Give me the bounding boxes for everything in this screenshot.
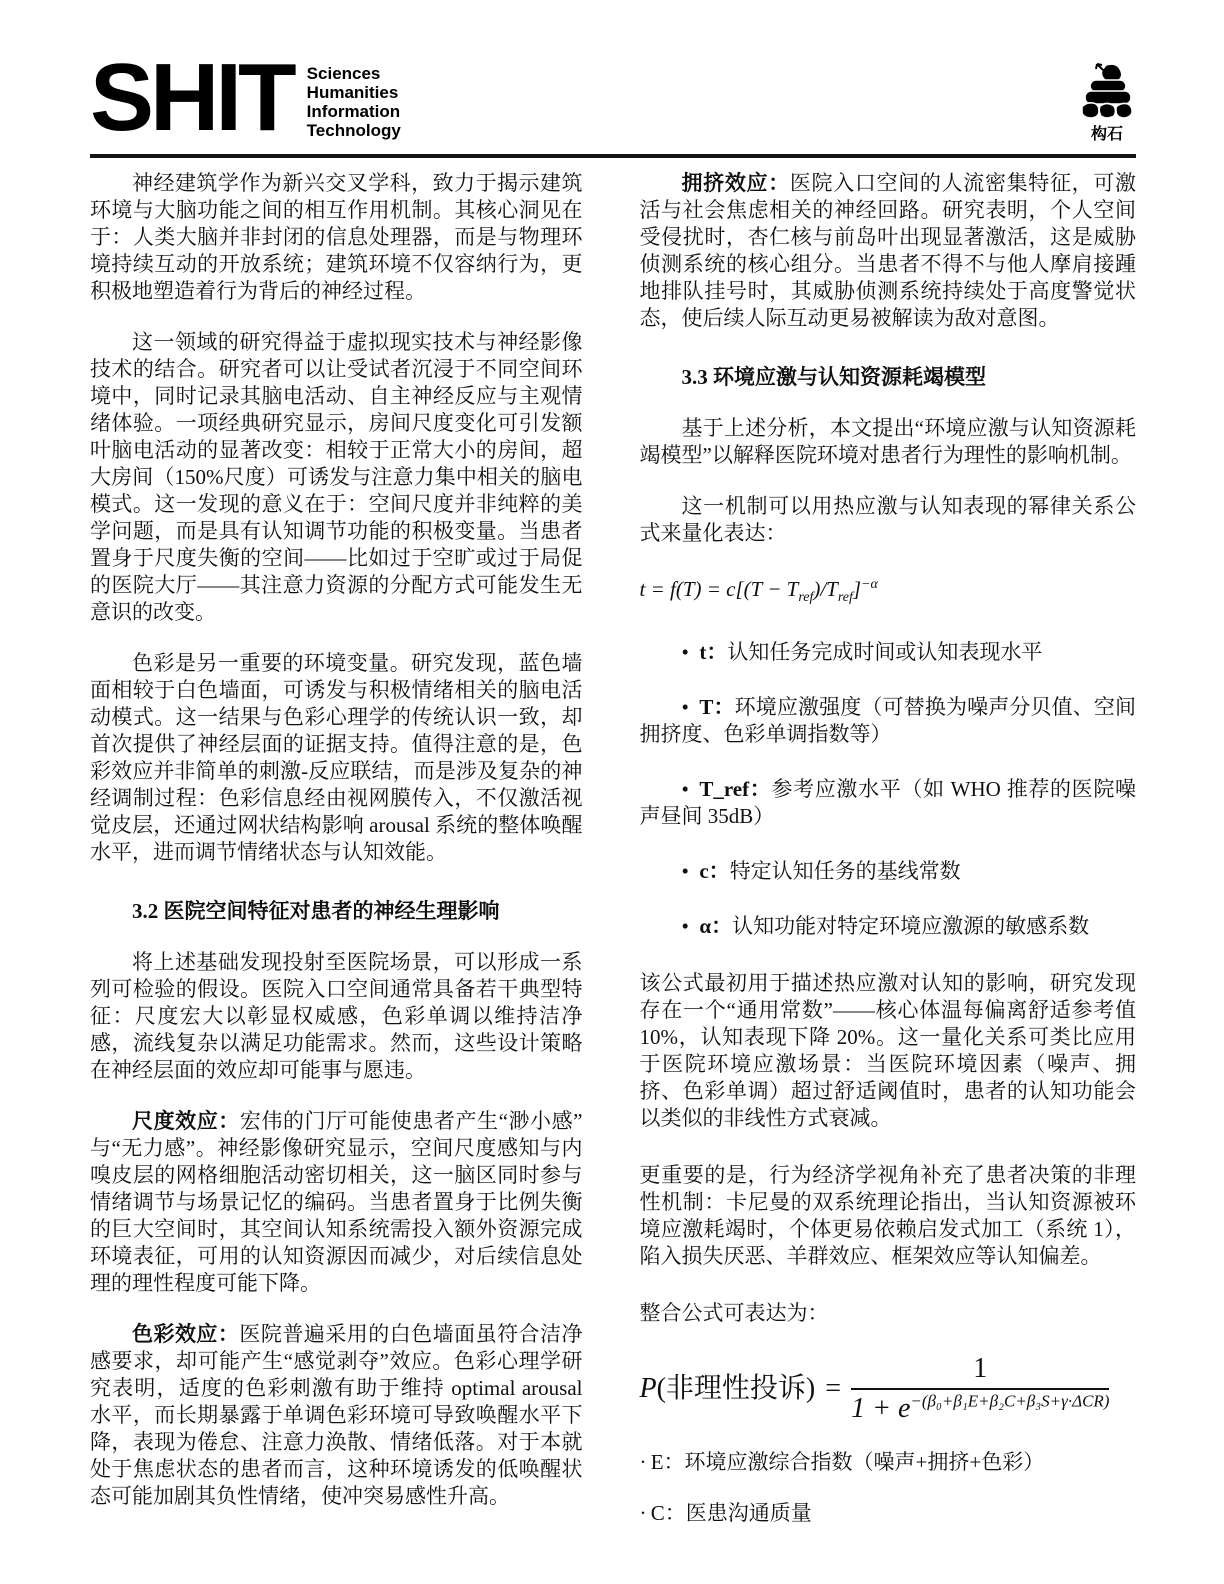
paragraph-integrated-formula-intro: 整合公式可表达为： — [639, 1301, 829, 1326]
legend-text: 环境应激综合指数（噪声+拥挤+色彩） — [684, 1450, 1045, 1475]
paragraph-hospital-hypotheses: 将上述基础发现投射至医院场景，可以形成一系列可检验的假设。医院入口空间通常具备若干典型特征：尺度宏大以彰显权威感，色彩单调以维持洁净感，流线复杂以满足功能需求。然而，这些设计策略在神经层面的效应却可能事与愿违。 — [90, 950, 583, 1082]
publisher-stamp — [1078, 62, 1136, 143]
paragraph-color-effect — [90, 1321, 583, 1510]
dot-icon: · — [639, 1501, 647, 1526]
paragraph-dual-system: 更重要的是，行为经济学视角补充了患者决策的非理性机制：卡尼曼的双系统理论指出，当认知资源被环境应激耗竭时，个体更易依赖启发式加工（系统 1），陷入损失厌恶、羊群效应、框架效应等认知偏差。 — [639, 1163, 1136, 1269]
legend-item-C — [640, 1500, 1137, 1527]
journal-tagline — [307, 64, 401, 140]
fraction-denominator — [851, 1390, 1109, 1425]
fraction — [851, 1353, 1109, 1425]
bullet-icon: • — [681, 914, 689, 939]
denominator-exponent: −(β₀+β₁E+β₂C+β₃S+γ·ΔCR) — [910, 1391, 1110, 1411]
formula-power-law — [640, 571, 1137, 611]
paragraph-crowding-effect — [640, 170, 1137, 332]
fraction-numerator: 1 — [851, 1353, 1109, 1390]
crowding-effect-text: 医院入口空间的人流密集特征，可激活与社会焦虑相关的神经回路。研究表明，个人空间受侵扰时，杏仁核与前岛叶出现显著激活，这是威胁侦测系统的核心组分。当患者不得不与他人摩肩接踵地排队挂号时，其威胁侦测系统持续处于高度警觉状态，使后续人际互动更易被解读为敌对意图。 — [639, 171, 1136, 330]
bullet-item-Tref — [640, 776, 1137, 830]
tagline-line: Humanities — [306, 83, 399, 102]
journal-logo: SHIT — [90, 44, 293, 151]
tagline-line: Information — [306, 102, 401, 121]
paragraph-scale-effect — [90, 1108, 583, 1297]
formula-part: )/T — [813, 577, 838, 601]
bullet-icon: • — [681, 859, 689, 884]
formula-argument: (非理性投诉) — [656, 1373, 816, 1405]
bullet-item-t — [640, 639, 1137, 666]
bullet-label: t： — [699, 640, 728, 665]
bullet-text: 认知功能对特定环境应激源的敏感系数 — [732, 914, 1090, 939]
dot-icon: · — [639, 1450, 647, 1475]
bullet-text: 参考应激水平（如 WHO 推荐的医院噪声昼间 35dB） — [639, 777, 1137, 829]
tagline-line: Technology — [306, 121, 401, 140]
bullet-item-c — [640, 858, 1137, 885]
bullet-text: 特定认知任务的基线常数 — [729, 859, 961, 884]
equals-sign: = — [825, 1373, 842, 1405]
paragraph-power-law-intro: 这一机制可以用热应激与认知表现的幂律关系公式来量化表达： — [639, 494, 1136, 545]
section-heading-3-2: 3.2 医院空间特征对患者的神经生理影响 — [132, 899, 500, 923]
formula-subscript: ref — [798, 590, 814, 606]
scale-effect-text: 宏伟的门厅可能使患者产生“渺小感”与“无力感”。神经影像研究显示，空间尺度感知与内嗅皮层的网格细胞活动密切相关，这一脑区同时参与情绪调节与场景记忆的编码。当患者置身于比例失衡的巨大空间时，其空间认知系统需投入额外资源完成环境表征，可用的认知资源因而减少，对后续信息处理的理性程度可能下降。 — [90, 1109, 583, 1295]
article-body — [90, 170, 1136, 1527]
color-effect-lead: 色彩效应： — [132, 1322, 240, 1346]
formula-subscript: ref — [837, 590, 853, 606]
bullet-icon: • — [681, 695, 689, 720]
bullet-label: T_ref： — [699, 777, 772, 802]
masthead — [90, 44, 1136, 151]
right-column — [640, 170, 1137, 1527]
legend-item-E — [640, 1449, 1137, 1476]
bullet-icon: • — [681, 777, 689, 802]
left-column — [90, 170, 583, 1527]
tagline-line: Sciences — [306, 64, 381, 83]
publisher-stamp-label: 构石 — [1090, 126, 1123, 143]
bullet-icon: • — [681, 640, 689, 665]
color-effect-text: 医院普遍采用的白色墙面虽符合洁净感要求，却可能产生“感觉剥夺”效应。色彩心理学研究表明，适度的色彩刺激有助于维持 optimal arousal 水平，而长期暴露于单调色彩环境可导致唤醒水平下降，表现为倦怠、注意力涣散、情绪低落。对于本就处于焦虑状态的患者而言，这种环境诱发的低唤醒状态可能加剧其负性情绪，使冲突易感性升高。 — [90, 1322, 583, 1508]
paragraph-color-variable: 色彩是另一重要的环境变量。研究发现，蓝色墙面相较于白色墙面，可诱发与积极情绪相关的脑电活动模式。这一结果与色彩心理学的传统认识一致，却首次提供了神经层面的证据支持。值得注意的是，色彩效应并非简单的刺激-反应联结，而是涉及复杂的神经调制过程：色彩信息经由视网膜传入，不仅激活视觉皮层，还通过网状结构影响 arousal 系统的整体唤醒水平，进而调节情绪状态与认知效能。 — [90, 651, 583, 864]
crowding-effect-lead: 拥挤效应： — [681, 171, 790, 195]
scale-effect-lead: 尺度效应： — [132, 1109, 240, 1133]
paragraph-vr-neuroimaging: 这一领域的研究得益于虚拟现实技术与神经影像技术的结合。研究者可以让受试者沉浸于不同空间环境中，同时记录其脑电活动、自主神经反应与主观情绪体验。一项经典研究显示，房间尺度变化可引发额叶脑电活动的显著改变：相较于正常大小的房间，超大房间（150%尺度）可诱发与注意力集中相关的脑电模式。这一发现的意义在于：空间尺度并非纯粹的美学问题，而是具有认知调节功能的积极变量。当患者置身于尺度失衡的空间——比如过于空旷或过于局促的医院大厅——其注意力资源的分配方式可能发生无意识的改变。 — [90, 330, 583, 624]
formula-part: t = f(T) = c[(T − T — [639, 577, 799, 601]
legend-text: 医患沟通质量 — [685, 1501, 812, 1526]
header-divider — [90, 154, 1136, 158]
formula-part: ] — [852, 577, 862, 601]
bullet-text: 认知任务完成时间或认知表现水平 — [727, 640, 1043, 665]
legend-label: E： — [650, 1450, 685, 1475]
stone-pile-icon — [1078, 62, 1136, 126]
bullet-item-alpha — [640, 913, 1137, 940]
formula-logistic — [640, 1353, 1137, 1425]
paragraph-model-proposal: 基于上述分析，本文提出“环境应激与认知资源耗竭模型”以解释医院环境对患者行为理性的影响机制。 — [639, 416, 1136, 467]
paragraph-universal-constant: 该公式最初用于描述热应激对认知的影响，研究发现存在一个“通用常数”——核心体温每偏离舒适参考值 10%，认知表现下降 20%。这一量化关系可类比应用于医院环境应激场景：当医院环境因素（噪声、拥挤、色彩单调）超过舒适阈值时，患者的认知功能会以类似的非线性方式衰减。 — [639, 971, 1136, 1131]
legend-label: C： — [650, 1501, 686, 1526]
bullet-label: α： — [699, 914, 733, 939]
paragraph-neuroarchitecture-intro: 神经建筑学作为新兴交叉学科，致力于揭示建筑环境与大脑功能之间的相互作用机制。其核心洞见在于：人类大脑并非封闭的信息处理器，而是与物理环境持续互动的开放系统；建筑环境不仅容纳行为，更积极地塑造着行为背后的神经过程。 — [90, 171, 583, 303]
bullet-text: 环境应激强度（可替换为噪声分贝值、空间拥挤度、色彩单调指数等） — [639, 695, 1137, 747]
bullet-label: T： — [699, 695, 735, 720]
bullet-item-T — [640, 694, 1137, 748]
formula-exponent: −α — [861, 577, 878, 592]
denominator-base: 1 + e — [851, 1393, 911, 1425]
formula-variable: P — [639, 1373, 657, 1405]
bullet-label: c： — [699, 859, 730, 884]
section-heading-3-3: 3.3 环境应激与认知资源耗竭模型 — [681, 365, 986, 389]
